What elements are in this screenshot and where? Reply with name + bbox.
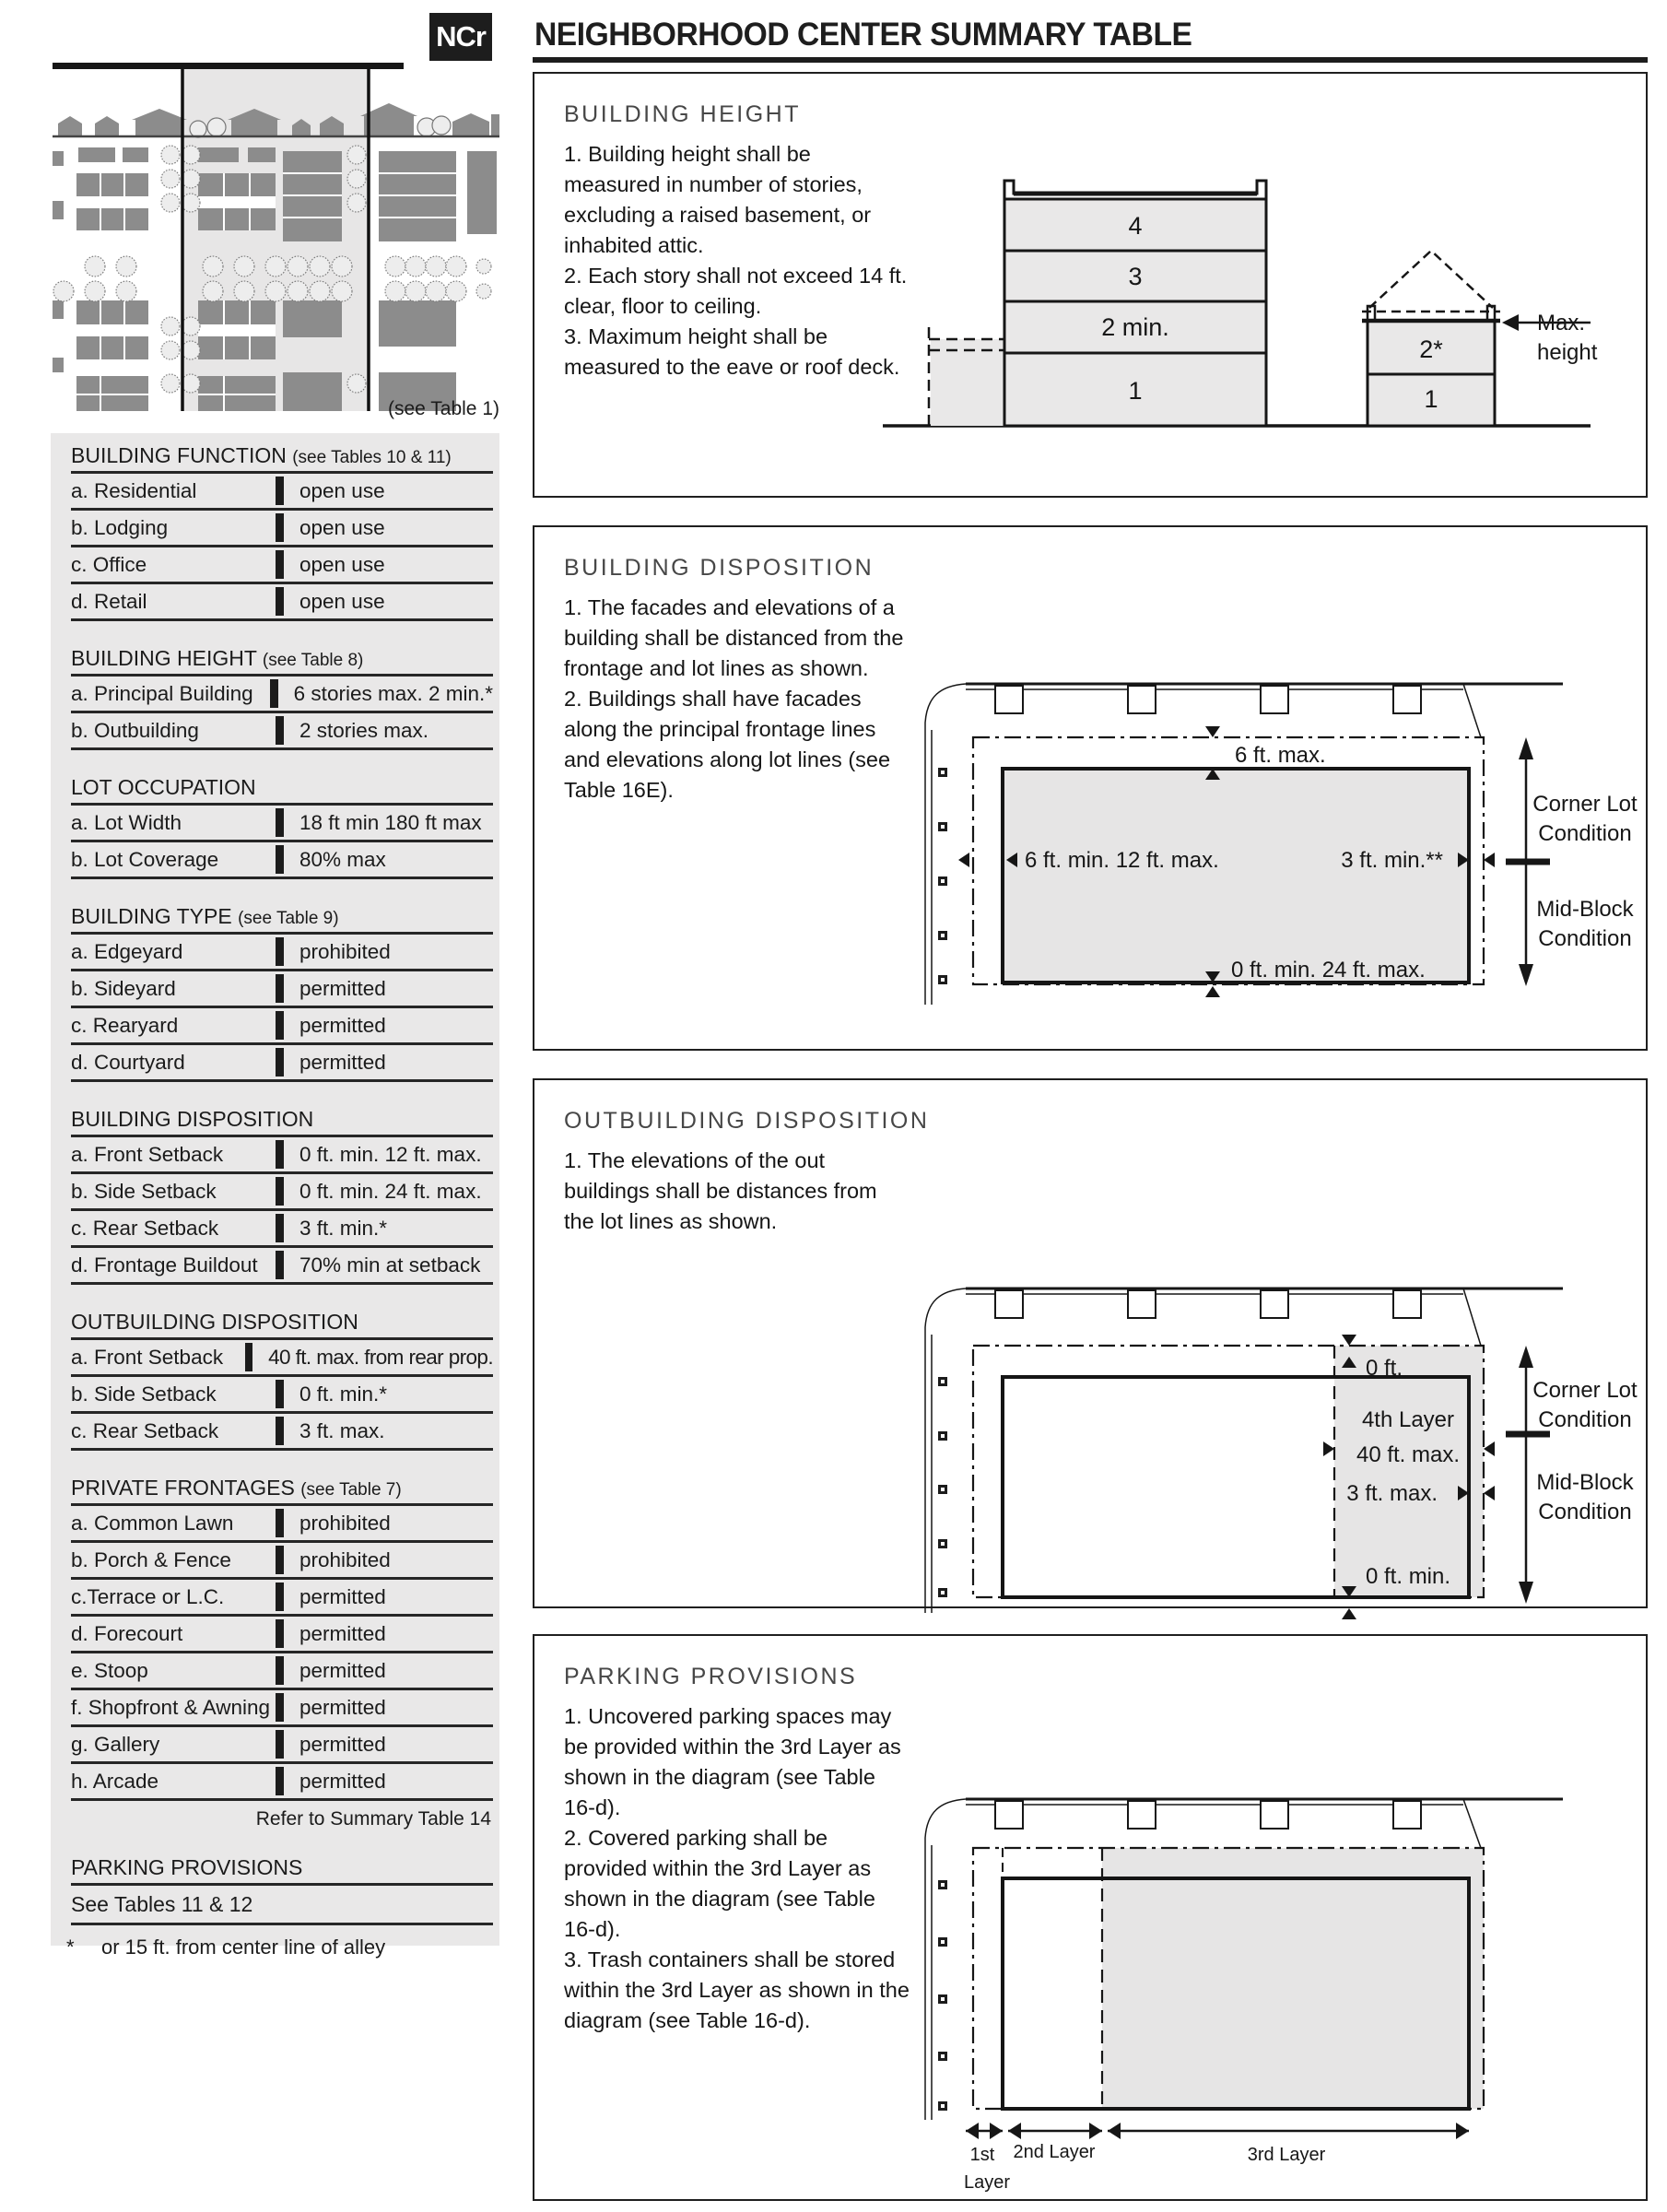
section-header: [71, 1307, 493, 1340]
fourth-layer-band: [1334, 1346, 1484, 1597]
row-value: 80% max: [299, 848, 386, 871]
row-value: 0 ft. min.*: [299, 1382, 388, 1406]
row-value: permitted: [299, 1733, 386, 1756]
story-3-label: 3: [1128, 263, 1143, 290]
row-value: 18 ft min 180 ft max: [299, 811, 482, 834]
row-value: permitted: [299, 1770, 386, 1793]
row-divider: [276, 477, 284, 505]
row-divider: [276, 974, 284, 1003]
table-row: [71, 806, 493, 842]
row-value: 40 ft. max. from rear prop.: [268, 1346, 493, 1369]
row-label: b. Outbuilding: [71, 719, 199, 742]
row-divider: [276, 1417, 284, 1445]
first-layer-label: 1st: [969, 2145, 995, 2165]
fourth-layer-label: 4th Layer: [1361, 1407, 1455, 1432]
building-height-heading: BUILDING HEIGHT: [564, 101, 801, 127]
row-label: b. Sideyard: [71, 977, 176, 1000]
building-disposition-heading: BUILDING DISPOSITION: [564, 555, 875, 581]
row-divider: [276, 1656, 284, 1685]
row-label: d. Courtyard: [71, 1051, 185, 1074]
row-divider: [276, 1380, 284, 1408]
section-building-function: [71, 441, 493, 621]
row-label: c. Rear Setback: [71, 1419, 219, 1442]
row-label: f. Shopfront & Awning: [71, 1696, 270, 1719]
zero-min-label: 0 ft. min.: [1366, 1564, 1451, 1589]
section-title: BUILDING DISPOSITION: [71, 1107, 314, 1131]
rule-item: 3. Maximum height shall be measured to the eave or roof deck.: [564, 324, 900, 379]
table-row: [71, 842, 493, 879]
row-value: permitted: [299, 1585, 386, 1608]
table-row: [71, 1377, 493, 1414]
footnote-mark: *: [66, 1936, 75, 1959]
row-value: permitted: [299, 1014, 386, 1037]
section-title: LOT OCCUPATION: [71, 775, 256, 799]
side-setback-label: 6 ft. min. 12 ft. max.: [1025, 848, 1219, 873]
section-title: PRIVATE FRONTAGES: [71, 1476, 295, 1500]
parking-provisions-text: [564, 1701, 912, 2036]
row-value: 70% min at setback: [299, 1253, 481, 1277]
row-label: a. Front Setback: [71, 1346, 224, 1369]
forty-ft-label: 40 ft. max.: [1356, 1442, 1461, 1467]
outbuilding-disposition-text: [564, 1146, 912, 1237]
section-header: [71, 441, 493, 474]
max-height-label: Max.: [1537, 311, 1586, 335]
table-row: [71, 1543, 493, 1580]
building-height-diagram: [875, 138, 1613, 442]
section-header: [71, 901, 493, 935]
row-divider: [276, 1177, 284, 1206]
row-divider: [245, 1343, 252, 1371]
parking-provisions-heading: PARKING PROVISIONS: [564, 1664, 858, 1689]
row-label: h. Arcade: [71, 1770, 159, 1793]
table-row: [71, 1690, 493, 1727]
row-divider: [276, 587, 284, 616]
row-value: permitted: [299, 1622, 386, 1645]
row-divider: [276, 716, 284, 745]
row-label: c.Terrace or L.C.: [71, 1585, 225, 1608]
section-parking-provisions: [71, 1853, 493, 1925]
zone-badge: NCr: [429, 13, 492, 61]
row-label: b. Lodging: [71, 516, 169, 539]
section-header: [71, 1104, 493, 1137]
section-building-height: [71, 643, 493, 750]
out-story-2-label: 2*: [1419, 335, 1443, 363]
row-label: a. Edgeyard: [71, 940, 183, 963]
illustration-caption: (see Table 1): [387, 398, 499, 419]
row-label: a. Front Setback: [71, 1143, 224, 1166]
rule-item: 2. Covered parking shall be provided within the 3rd Layer as shown in the diagram (see Table 16-d).: [564, 1826, 875, 1941]
rule-item: 1. The facades and elevations of a building shall be distanced from the frontage and lot lines as shown.: [564, 595, 904, 680]
building-footprint: [1003, 769, 1469, 982]
back-setback-label: 0 ft. min. 24 ft. max.: [1231, 958, 1426, 982]
section-title: BUILDING HEIGHT: [71, 646, 257, 670]
table-row: [71, 1617, 493, 1653]
row-value: permitted: [299, 1659, 386, 1682]
row-divider: [276, 1730, 284, 1759]
row-divider: [276, 1583, 284, 1611]
footnote-text: or 15 ft. from center line of alley: [101, 1936, 386, 1959]
row-value: permitted: [299, 1696, 386, 1719]
row-divider: [276, 1619, 284, 1648]
table-row: [71, 1764, 493, 1801]
parking-provisions-diagram: [875, 1756, 1649, 2196]
row-value: 3 ft. max.: [299, 1419, 385, 1442]
row-value: open use: [299, 479, 385, 502]
row-value: permitted: [299, 1051, 386, 1074]
row-value: 2 stories max.: [299, 719, 429, 742]
rule-item: 2. Each story shall not exceed 14 ft. clear, floor to ceiling.: [564, 264, 908, 318]
story-2-label: 2 min.: [1101, 313, 1169, 341]
corner-lot-label-2: Condition: [1538, 1407, 1632, 1432]
three-ft-label: 3 ft. max.: [1346, 1481, 1438, 1506]
row-label: a. Principal Building: [71, 682, 253, 705]
row-divider: [276, 1140, 284, 1169]
plan-illustration: [51, 63, 499, 411]
table-row: [71, 713, 493, 750]
section-title: BUILDING TYPE: [71, 904, 232, 928]
outbuilding-disposition-heading: OUTBUILDING DISPOSITION: [564, 1108, 930, 1134]
row-label: c. Office: [71, 553, 147, 576]
section-ref: (see Tables 10 & 11): [292, 448, 452, 467]
zero-ft-label: 0 ft.: [1366, 1356, 1403, 1381]
table-row: [71, 1580, 493, 1617]
row-value: 6 stories max. 2 min.*: [293, 682, 493, 705]
section-header: [71, 1853, 493, 1886]
rule-item: 1. Uncovered parking spaces may be provided within the 3rd Layer as shown in the diagram (see Table 16-d).: [564, 1704, 901, 1819]
lot-line-markers: [938, 1880, 947, 2111]
story-4-label: 4: [1128, 212, 1143, 240]
table-row: [71, 1137, 493, 1174]
footnote: [66, 1936, 385, 1959]
row-divider: [276, 1214, 284, 1242]
rule-item: 2. Buildings shall have facades along the principal frontage lines and elevations along lot lines (see Table 16E).: [564, 687, 891, 802]
section-title: BUILDING FUNCTION: [71, 443, 287, 467]
outbuilding: [1362, 251, 1500, 426]
table-row: [71, 511, 493, 547]
row-label: b. Side Setback: [71, 1382, 217, 1406]
table-row: [71, 584, 493, 621]
page-title: NEIGHBORHOOD CENTER SUMMARY TABLE: [534, 17, 1192, 53]
condition-annotation: [1506, 1346, 1638, 1604]
third-layer-label: 3rd Layer: [1247, 2145, 1326, 2165]
row-divider: [276, 1767, 284, 1795]
table-row: [71, 1211, 493, 1248]
row-label: d. Frontage Buildout: [71, 1253, 258, 1277]
row-value: open use: [299, 553, 385, 576]
table-row: [71, 1727, 493, 1764]
mid-block-label-2: Condition: [1538, 1500, 1632, 1524]
section-ref: (see Table 9): [238, 909, 339, 928]
row-divider: [270, 679, 278, 708]
title-rule: [533, 57, 1648, 63]
row-value: open use: [299, 590, 385, 613]
row-label: a. Residential: [71, 479, 197, 502]
table-row: [71, 547, 493, 584]
section-title: PARKING PROVISIONS: [71, 1855, 303, 1879]
third-layer-band: [1102, 1848, 1484, 2109]
mid-block-label-2: Condition: [1538, 926, 1632, 951]
section-title: OUTBUILDING DISPOSITION: [71, 1310, 358, 1334]
outbuilding-disposition-diagram: [875, 1253, 1649, 1622]
table-row: [71, 1045, 493, 1082]
row-divider: [276, 1011, 284, 1040]
rear-setback-label: 3 ft. min.**: [1341, 848, 1443, 873]
row-label: d. Retail: [71, 590, 147, 613]
row-label: c. Rearyard: [71, 1014, 179, 1037]
row-label: a. Lot Width: [71, 811, 182, 834]
rule-item: 1. Building height shall be measured in number of stories, excluding a raised basement, or inhabited attic.: [564, 142, 872, 257]
principal-building: [1004, 181, 1266, 426]
row-divider: [276, 1251, 284, 1279]
layer-dimension-arrows: [966, 2123, 1469, 2139]
corner-lot-label: Corner Lot: [1532, 792, 1638, 817]
row-label: b. Side Setback: [71, 1180, 217, 1203]
row-value: permitted: [299, 977, 386, 1000]
table-row: [71, 1506, 493, 1543]
row-label: e. Stoop: [71, 1659, 148, 1682]
second-layer-label: 2nd Layer: [1013, 2142, 1096, 2162]
front-setback-label: 6 ft. max.: [1235, 743, 1326, 768]
row-divider: [276, 845, 284, 874]
row-value: prohibited: [299, 1548, 391, 1571]
table-row: [71, 971, 493, 1008]
building-height-text: [564, 139, 912, 382]
max-height-label-2: height: [1537, 340, 1598, 365]
mid-block-label: Mid-Block: [1536, 1470, 1634, 1495]
row-value: 0 ft. min. 12 ft. max.: [299, 1143, 482, 1166]
table-row: [71, 1248, 493, 1285]
table-row: [71, 1414, 493, 1451]
table-row: [71, 1008, 493, 1045]
row-divider: [276, 808, 284, 837]
corner-lot-label: Corner Lot: [1532, 1378, 1638, 1403]
condition-annotation: [1506, 737, 1638, 986]
corner-lot-label-2: Condition: [1538, 821, 1632, 846]
row-divider: [276, 1693, 284, 1722]
row-value: prohibited: [299, 1512, 391, 1535]
section-ref: (see Table 8): [262, 651, 364, 670]
story-1-label: 1: [1128, 377, 1143, 405]
table-row: [71, 1174, 493, 1211]
table-row: [71, 474, 493, 511]
row-value: open use: [299, 516, 385, 539]
section-header: [71, 1473, 493, 1506]
rule-item: 1. The elevations of the out buildings shall be distances from the lot lines as shown.: [564, 1148, 877, 1233]
frontages-footer-note: Refer to Summary Table 14: [255, 1808, 491, 1830]
row-value: prohibited: [299, 940, 391, 963]
first-layer-label-2: Layer: [964, 2172, 1011, 2193]
row-value: 0 ft. min. 24 ft. max.: [299, 1180, 482, 1203]
row-divider: [276, 1509, 284, 1537]
row-label: a. Common Lawn: [71, 1512, 234, 1535]
table-row: [71, 1653, 493, 1690]
row-divider: [276, 513, 284, 542]
row-label: c. Rear Setback: [71, 1217, 219, 1240]
row-label: b. Lot Coverage: [71, 848, 219, 871]
lot-line-markers: [938, 768, 947, 984]
row-label: d. Forecourt: [71, 1622, 183, 1645]
section-ref: (see Table 7): [300, 1480, 402, 1500]
row-divider: [276, 937, 284, 966]
section-header: [71, 772, 493, 806]
out-story-1-label: 1: [1424, 385, 1438, 413]
mid-block-label: Mid-Block: [1536, 897, 1634, 922]
row-label: b. Porch & Fence: [71, 1548, 231, 1571]
row-divider: [276, 1546, 284, 1574]
table-row: [71, 935, 493, 971]
section-outbuilding-disposition: [71, 1307, 493, 1451]
row-value: 3 ft. min.*: [299, 1217, 388, 1240]
section-building-disposition: [71, 1104, 493, 1285]
section-private-frontages: [71, 1473, 493, 1830]
building-disposition-diagram: [875, 636, 1649, 1032]
table-row: [71, 677, 493, 713]
rule-item: 3. Trash containers shall be stored within the 3rd Layer as shown in the diagram (see Table 16-d).: [564, 1947, 910, 2032]
table-row: [71, 1340, 493, 1377]
lot-line-markers: [938, 1377, 947, 1597]
section-building-type: [71, 901, 493, 1082]
section-header: [71, 643, 493, 677]
summary-table-panel: [51, 433, 499, 1946]
max-height-callout: [1502, 311, 1598, 365]
section-lot-occupation: [71, 772, 493, 879]
parking-note: See Tables 11 & 12: [71, 1886, 493, 1925]
row-label: g. Gallery: [71, 1733, 160, 1756]
row-divider: [276, 550, 284, 579]
building-disposition-text: [564, 593, 912, 806]
row-divider: [276, 1048, 284, 1077]
